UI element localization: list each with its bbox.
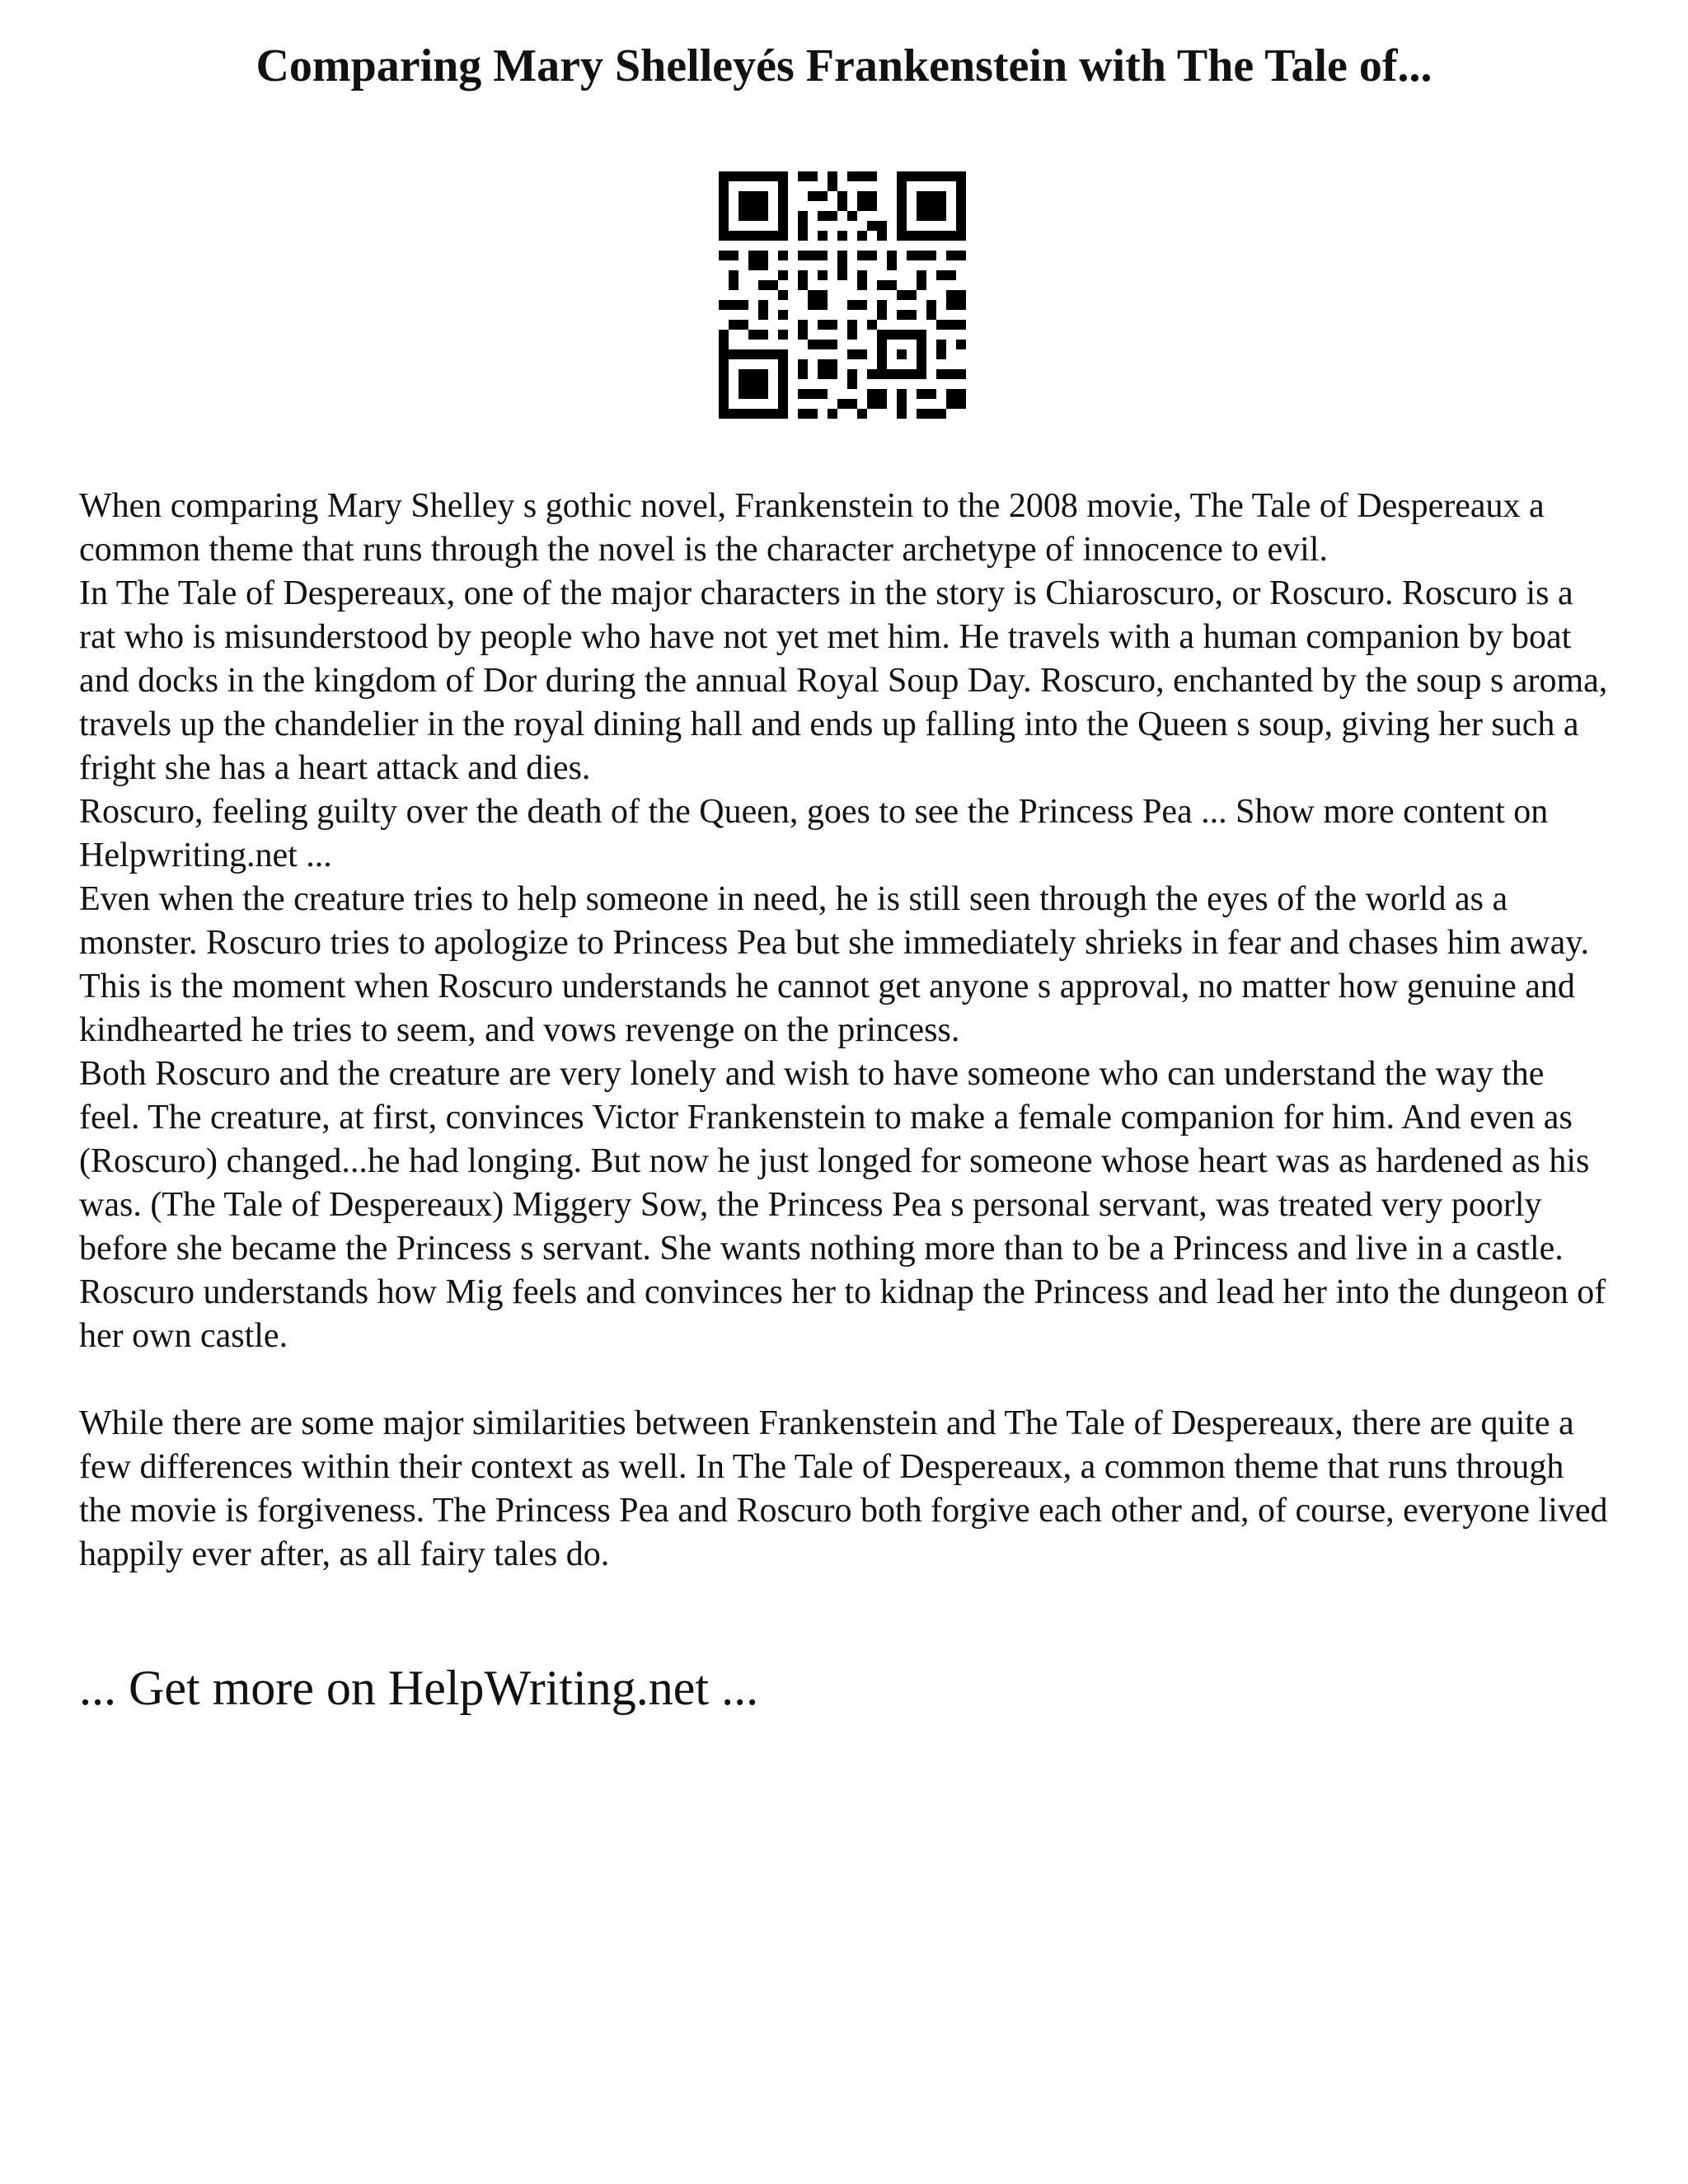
paragraph-spacer — [79, 1358, 1612, 1402]
get-more-link[interactable]: ... Get more on HelpWriting.net ... — [79, 1661, 759, 1715]
qr-code-icon — [719, 171, 966, 419]
paragraph: In The Tale of Despereaux, one of the major characters in the story is Chiaroscuro, or Roscuro. Roscuro is a rat who is misunderstood by people who have not yet met him. He travels with a human companion by boat and docks in the kingdom of Dor during the annual Royal Soup Day. Roscuro, enchanted by the soup s aroma, travels up the chandelier in the royal dining hall and ends up falling into the Queen s soup, giving her such a fright she has a heart attack and dies. — [79, 574, 1608, 787]
paragraph: When comparing Mary Shelley s gothic novel, Frankenstein to the 2008 movie, The Tale of Despereaux a common theme that runs through the novel is the character archetype of innocence to evil. — [79, 487, 1545, 569]
paragraph: While there are some major similarities between Frankenstein and The Tale of Despereaux, there are quite a few differences within their context as well. In The Tale of Despereaux, a common theme that runs through the movie is forgiveness. The Princess Pea and Roscuro both forgive each other and, of course, everyone lived happily ever after, as all fairy tales do. — [79, 1404, 1608, 1573]
page-title: Comparing Mary Shelleyés Frankenstein with The Tale of... — [256, 40, 1432, 91]
article-body — [79, 485, 1612, 1577]
paragraph: Both Roscuro and the creature are very lonely and wish to have someone who can understand the way the feel. The creature, at first, convinces Victor Frankenstein to make a female companion for him. And even as (Roscuro) changed...he had longing. But now he just longed for someone whose heart was as hardened as his was. (The Tale of Despereaux) Miggery Sow, the Princess Pea s personal servant, was treated very poorly before she became the Princess s servant. She wants nothing more than to be a Princess and live in a castle. Roscuro understands how Mig feels and convinces her to kidnap the Princess and lead her into the dungeon of her own castle. — [79, 1055, 1606, 1355]
paragraph: Roscuro, feeling guilty over the death of the Queen, goes to see the Princess Pea ... Show more content on Helpwriting.net ... — [79, 793, 1549, 874]
paragraph: Even when the creature tries to help someone in need, he is still seen through the eyes of the world as a monster. Roscuro tries to apologize to Princess Pea but she immediately shrieks in fear and chases him away. This is the moment when Roscuro understands he cannot get anyone s approval, no matter how genuine and kindhearted he tries to seem, and vows revenge on the princess. — [79, 880, 1590, 1049]
